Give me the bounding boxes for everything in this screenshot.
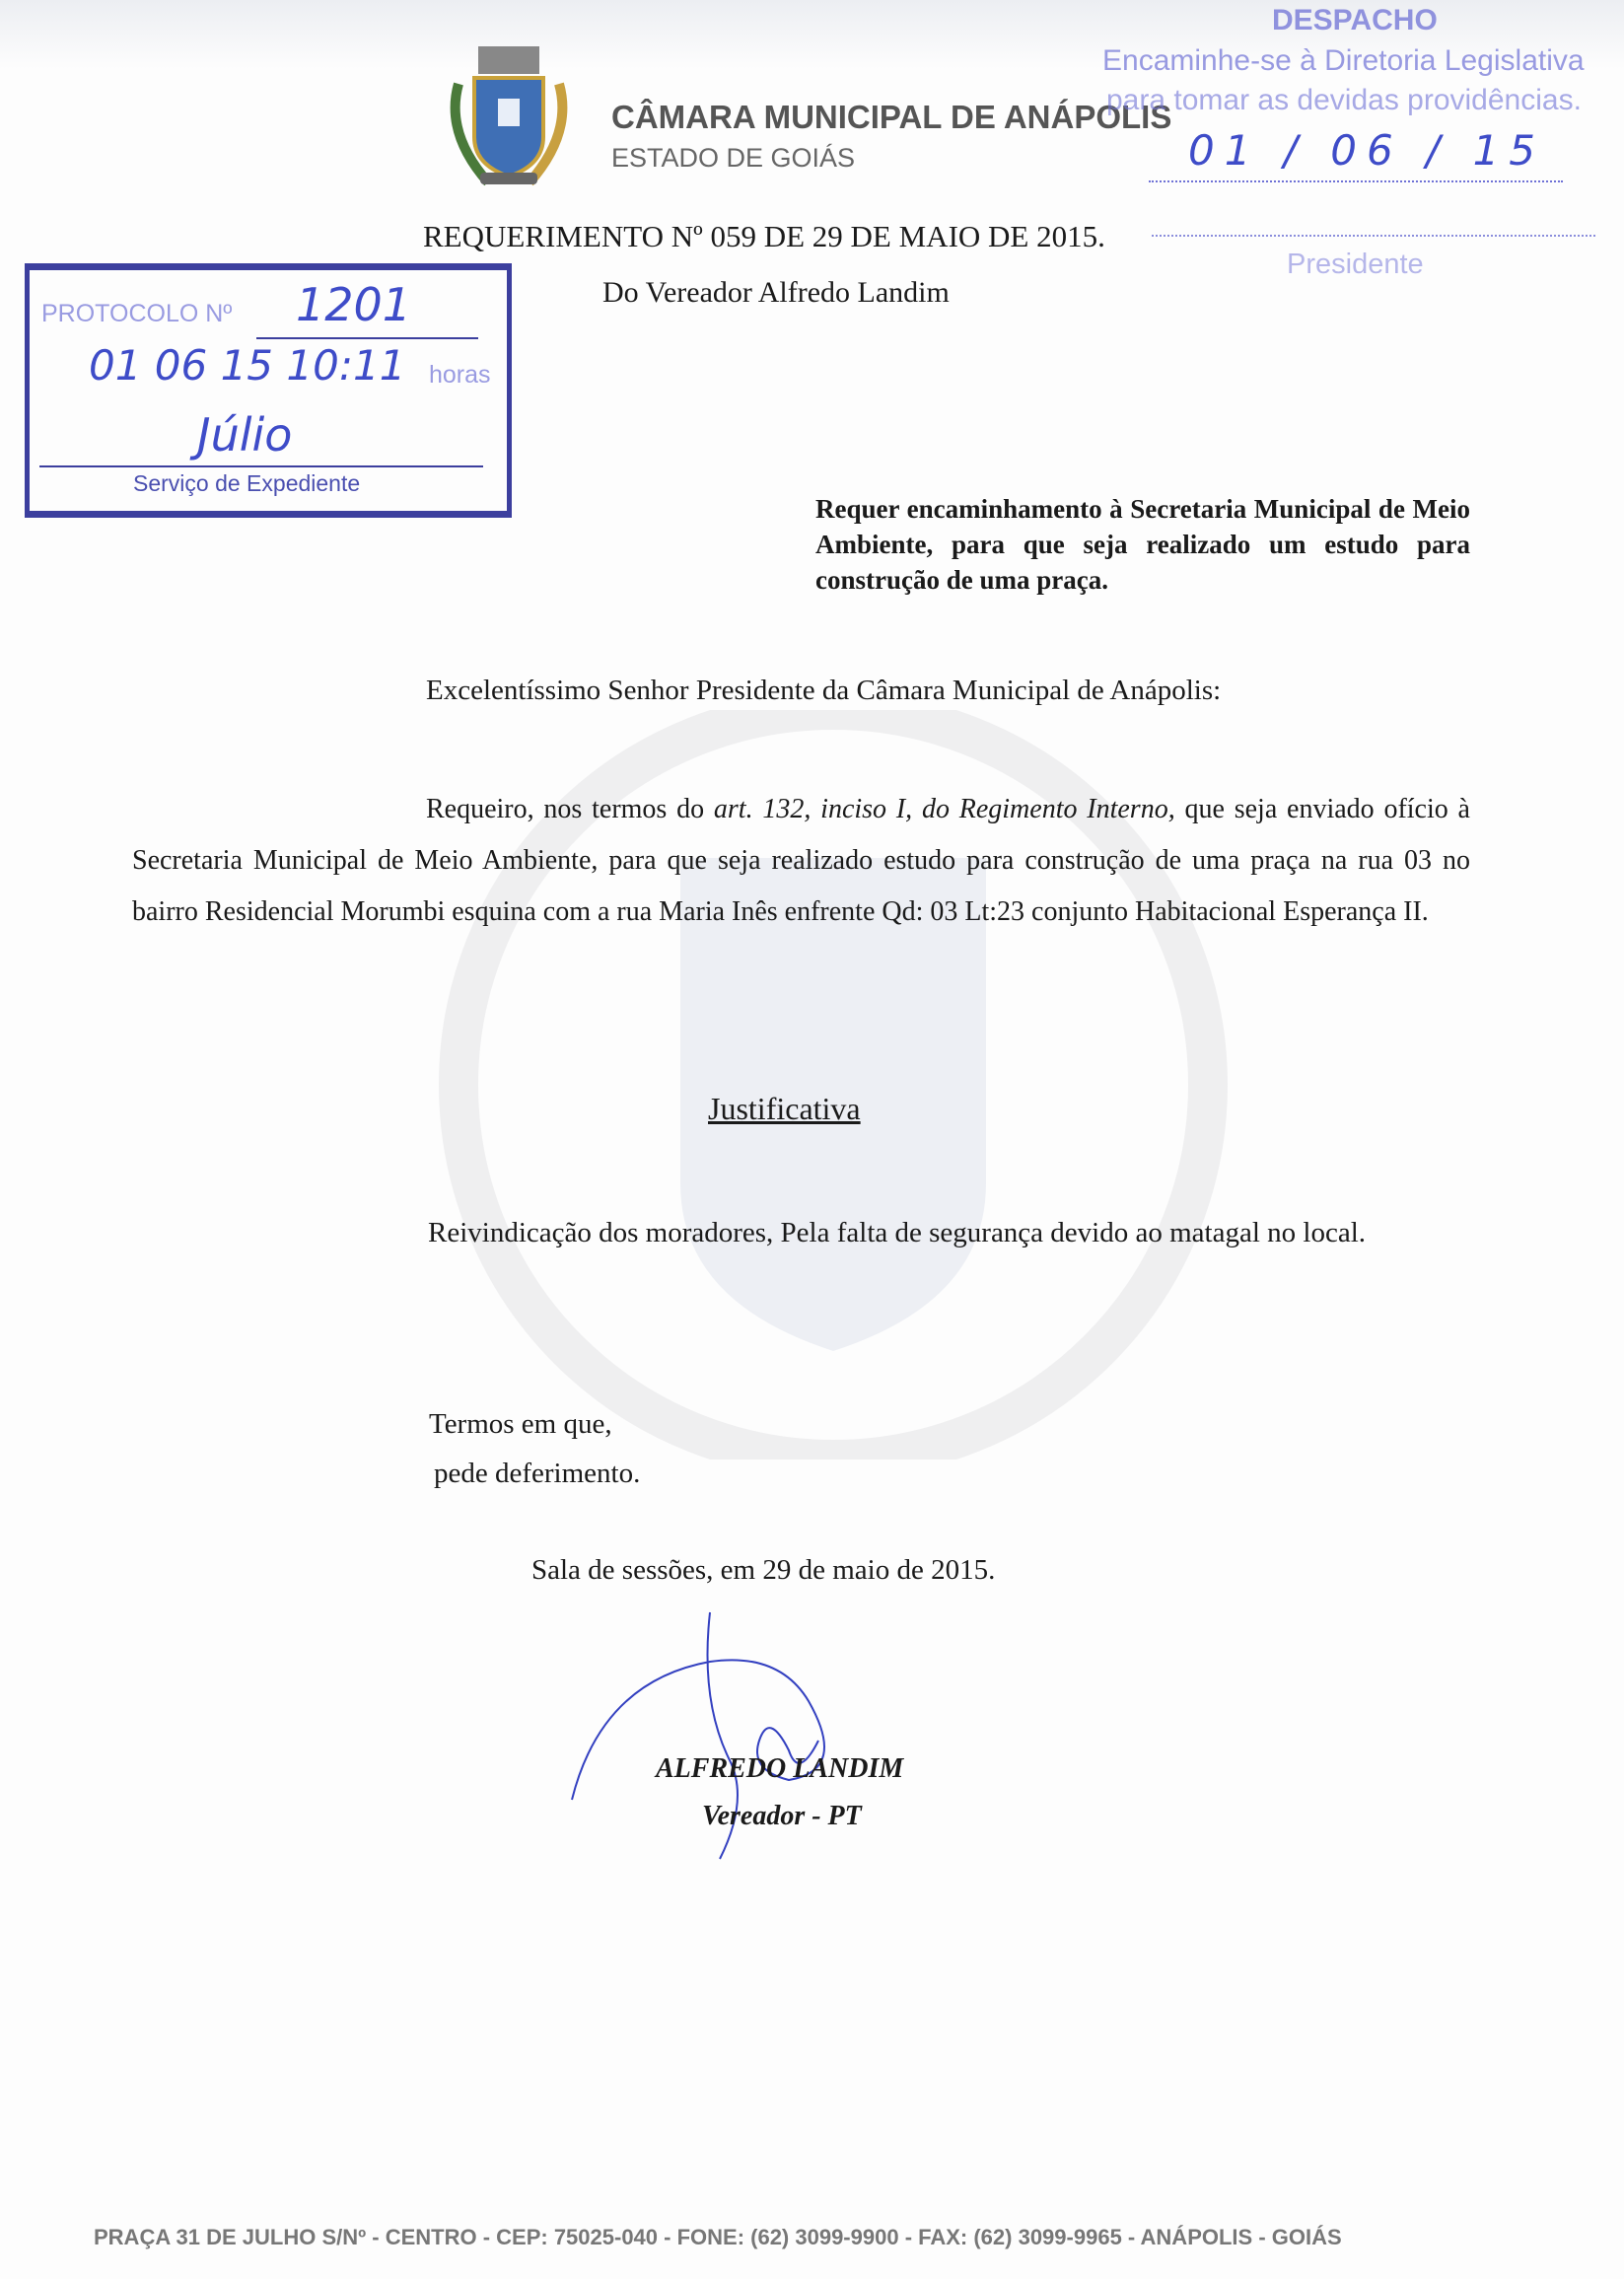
- closing-line2: pede deferimento.: [434, 1458, 641, 1489]
- protocol-datetime: 01 06 15 10:11: [89, 341, 406, 390]
- city-coat-of-arms-logo: [439, 44, 579, 200]
- justification-paragraph: Reivindicação dos moradores, Pela falta de segurança devido ao matagal no local.: [428, 1217, 1366, 1248]
- protocol-label: PROTOCOLO Nº: [41, 300, 233, 327]
- protocol-footer: Serviço de Expediente: [133, 470, 361, 496]
- protocol-hours-label: horas: [429, 361, 491, 389]
- despacho-stamp-title: DESPACHO: [1272, 4, 1438, 36]
- document-summary: Requer encaminhamento à Secretaria Municipal de Meio Ambiente, para que seja realizado um estudo para construção de uma praça.: [815, 494, 1470, 595]
- signer-name: ALFREDO LANDIM: [656, 1753, 904, 1784]
- handwritten-signature: [562, 1602, 937, 1879]
- request-text-rest: que seja enviado ofício à Secretaria Municipal de Meio Ambiente, para que seja realizado estudo para construção de uma praça na rua 03 no bairro Residencial Morumbi esquina com a rua Maria Inês enfrente Qd: 03 Lt:23 conjunto Habitacional Esperança II.: [132, 794, 1470, 927]
- protocol-signature: Júlio: [197, 408, 293, 462]
- salutation: Excelentíssimo Senhor Presidente da Câmara Municipal de Anápolis:: [426, 675, 1222, 706]
- despacho-date-line: [1149, 180, 1563, 182]
- institution-name: CÂMARA MUNICIPAL DE ANÁPOLIS: [611, 99, 1172, 135]
- despacho-stamp-date: 01 / 06 / 15: [1188, 126, 1546, 175]
- protocol-number-line: [256, 337, 478, 339]
- despacho-stamp-line1: Encaminhe-se à Diretoria Legislativa: [1102, 44, 1585, 77]
- place-date: Sala de sessões, em 29 de maio de 2015.: [531, 1554, 996, 1586]
- request-citation: art. 132, inciso I, do Regimento Interno,: [713, 794, 1175, 824]
- request-paragraph: [132, 784, 1470, 938]
- protocol-number: 1201: [296, 278, 412, 331]
- despacho-stamp-line2: para tomar as devidas providências.: [1106, 84, 1582, 116]
- request-text-start: Requeiro, nos termos do: [426, 794, 714, 824]
- document-author: Do Vereador Alfredo Landim: [602, 276, 950, 309]
- despacho-sign-line: [1152, 235, 1595, 237]
- justification-title: Justificativa: [708, 1091, 861, 1126]
- footer-address: PRAÇA 31 DE JULHO S/Nº - CENTRO - CEP: 75025-040 - FONE: (62) 3099-9900 - FAX: (62) 3099-9965 - ANÁPOLIS - GOIÁS: [94, 2225, 1342, 2249]
- signer-role: Vereador - PT: [702, 1801, 862, 1831]
- institution-state: ESTADO DE GOIÁS: [611, 143, 856, 173]
- protocol-sign-line: [39, 465, 483, 467]
- protocol-stamp: [25, 263, 512, 518]
- despacho-stamp-signer: Presidente: [1287, 249, 1424, 280]
- document-title: REQUERIMENTO Nº 059 DE 29 DE MAIO DE 2015.: [423, 219, 1105, 253]
- closing-line1: Termos em que,: [429, 1408, 612, 1440]
